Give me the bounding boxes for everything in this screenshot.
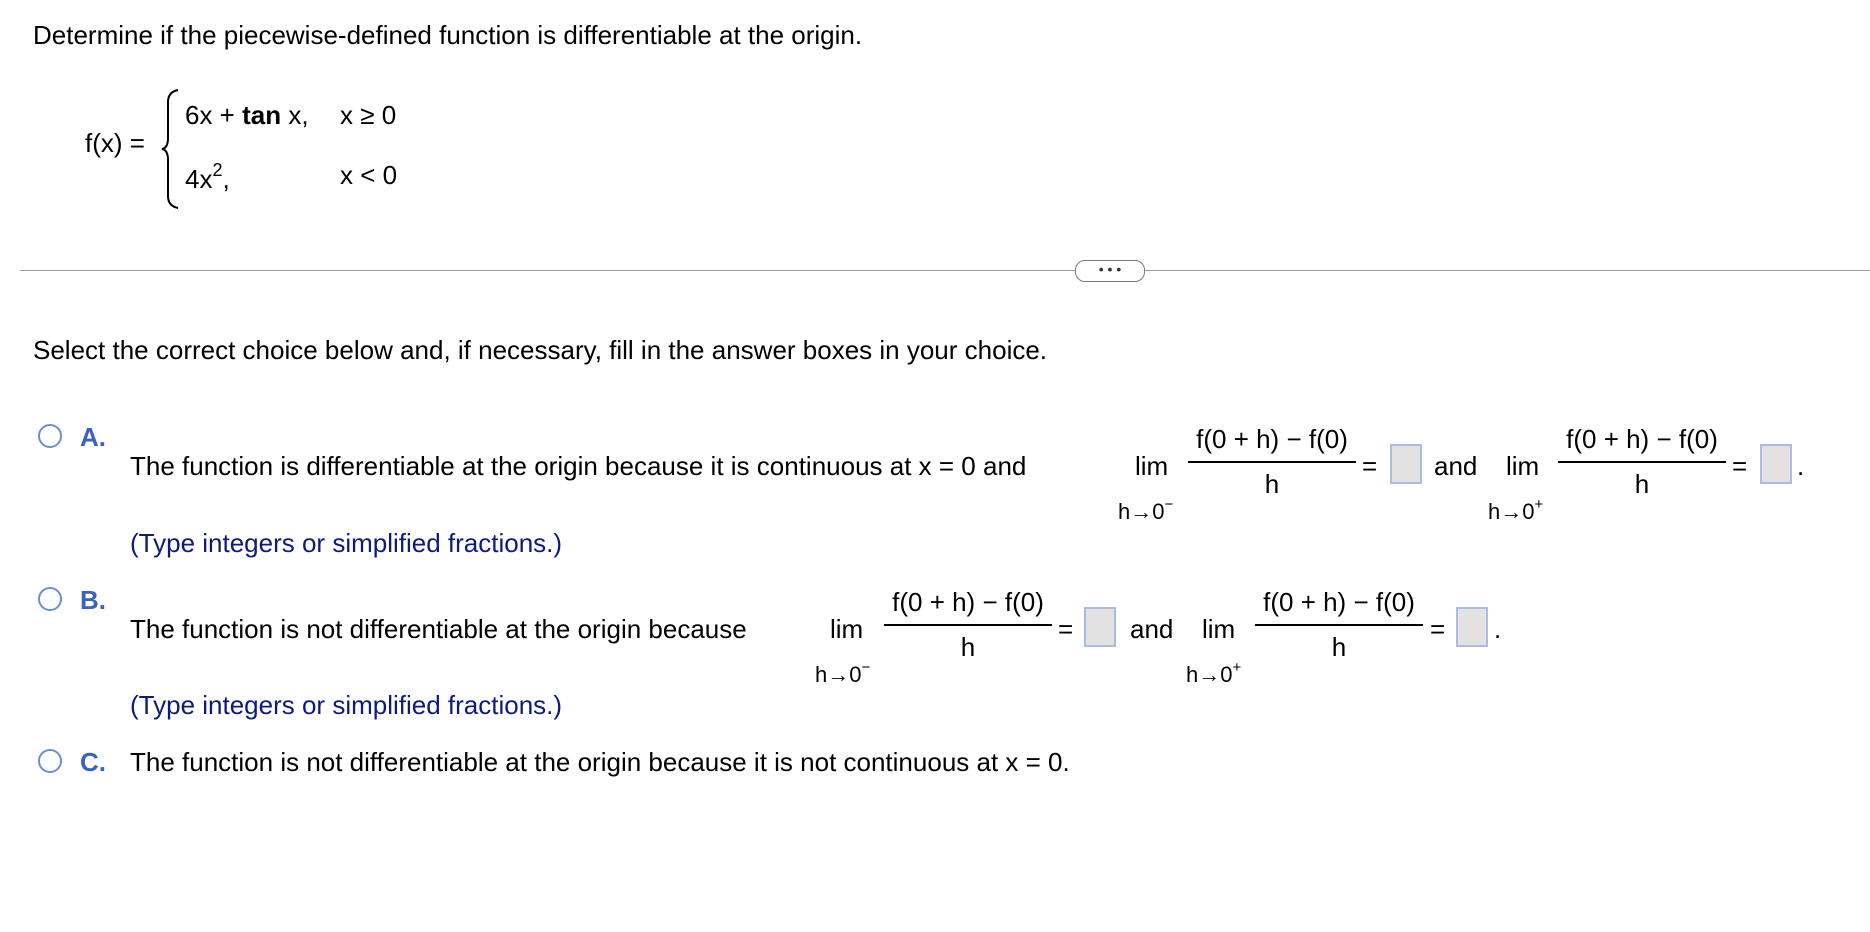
option-b-radio[interactable] <box>38 587 62 611</box>
fraction-denominator: h <box>1331 632 1347 662</box>
option-a-equals-right: = <box>1732 451 1748 481</box>
option-b-lim-right: lim <box>1202 614 1236 644</box>
function-label: f(x) = <box>85 128 145 158</box>
fraction-bar <box>1188 461 1356 463</box>
option-b-equals-left: = <box>1058 614 1074 644</box>
option-c-letter[interactable]: C. <box>80 747 106 777</box>
fraction-numerator: f(0 + h) − f(0) <box>892 587 1044 617</box>
fraction-bar <box>1255 624 1423 626</box>
question-prompt: Determine if the piecewise-defined function is differentiable at the origin. <box>33 20 863 50</box>
option-b-and: and <box>1130 614 1174 644</box>
option-b-answer-box-right[interactable] <box>1456 607 1488 647</box>
option-a-lim-left: lim <box>1135 451 1169 481</box>
fraction-denominator: h <box>1264 469 1280 499</box>
option-a-lim-left-subscript: h→0− <box>1118 496 1174 524</box>
fraction-denominator: h <box>960 632 976 662</box>
fraction-bar <box>884 624 1052 626</box>
instruction-text: Select the correct choice below and, if necessary, fill in the answer boxes in your choice. <box>33 335 1048 365</box>
option-a-answer-box-left[interactable] <box>1390 444 1422 484</box>
option-b-lim-left: lim <box>830 614 864 644</box>
option-a-fraction-right <box>1558 424 1726 500</box>
option-a-and: and <box>1434 451 1478 481</box>
option-b-lim-left-subscript: h→0− <box>815 659 871 687</box>
case-top-expression: 6x + tan x, <box>185 100 309 130</box>
option-a-radio[interactable] <box>38 424 62 448</box>
option-a-type-note: (Type integers or simplified fractions.) <box>130 528 563 558</box>
option-a-letter[interactable]: A. <box>80 422 106 452</box>
fraction-numerator: f(0 + h) − f(0) <box>1263 587 1415 617</box>
case-bottom-expression: $4x^2$, <box>185 160 230 194</box>
option-a-text: The function is differentiable at the origin because it is continuous at x = 0 and <box>130 451 1027 481</box>
option-c-text: The function is not differentiable at the origin because it is not continuous at x = 0. <box>130 747 1070 777</box>
option-a-period: . <box>1797 451 1805 481</box>
section-divider <box>20 270 1870 271</box>
option-b-type-note: (Type integers or simplified fractions.) <box>130 690 563 720</box>
option-b-answer-box-left[interactable] <box>1084 607 1116 647</box>
fraction-numerator: f(0 + h) − f(0) <box>1566 424 1718 454</box>
fraction-numerator: f(0 + h) − f(0) <box>1196 424 1348 454</box>
more-button[interactable]: • • • <box>1075 260 1145 282</box>
option-b-letter[interactable]: B. <box>80 585 106 615</box>
option-b-fraction-left <box>884 587 1052 663</box>
option-b-text: The function is not differentiable at the origin because <box>130 614 747 644</box>
option-a-answer-box-right[interactable] <box>1760 444 1792 484</box>
option-a-equals-left: = <box>1362 451 1378 481</box>
option-a-lim-right-subscript: h→0+ <box>1488 496 1544 524</box>
option-b-period: . <box>1494 614 1502 644</box>
option-b-fraction-right <box>1255 587 1423 663</box>
option-a-fraction-left <box>1188 424 1356 500</box>
option-b-lim-right-subscript: h→0+ <box>1186 659 1242 687</box>
fraction-bar <box>1558 461 1726 463</box>
option-c-radio[interactable] <box>38 749 62 773</box>
case-bottom-condition: x < 0 <box>340 160 398 190</box>
case-top-condition: x ≥ 0 <box>340 100 397 130</box>
left-brace <box>160 88 182 210</box>
option-a-lim-right: lim <box>1506 451 1540 481</box>
fraction-denominator: h <box>1634 469 1650 499</box>
option-b-equals-right: = <box>1430 614 1446 644</box>
